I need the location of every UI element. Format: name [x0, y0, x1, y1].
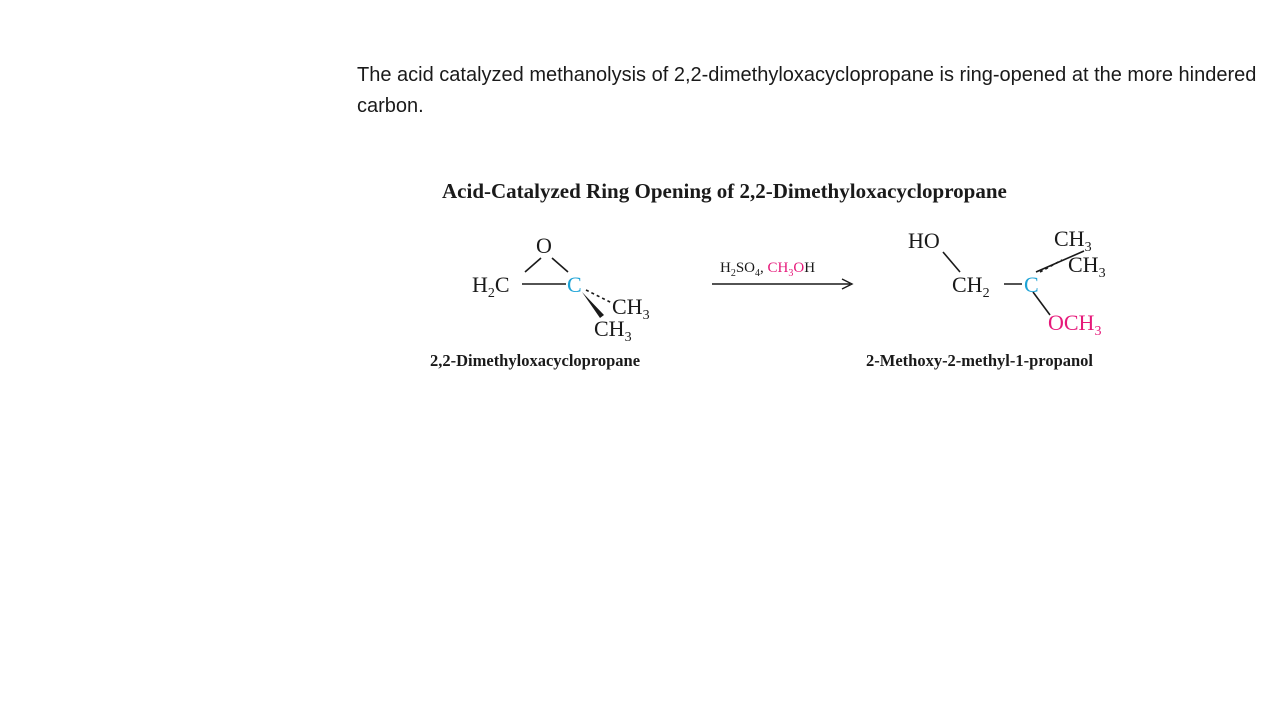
- reaction-conditions: $H_2SO_4$, $CH_3OH$: [720, 260, 816, 279]
- methylene-group: $CH_2$: [952, 272, 990, 301]
- methoxy-group: $OCH_3$: [1048, 310, 1102, 339]
- product-structure: [908, 226, 1106, 339]
- reactant-structure: [472, 233, 650, 345]
- scheme-title: Acid-Catalyzed Ring Opening of 2,2-Dimethyloxacyclopropane: [442, 179, 1007, 203]
- product-name: 2-Methoxy-2-methyl-1-propanol: [866, 351, 1094, 370]
- methyl-group-1: $CH_3$: [1054, 226, 1092, 255]
- reaction-arrow: [712, 279, 852, 289]
- quaternary-carbon: C: [567, 272, 582, 297]
- methyl-group-2: $CH_3$: [1068, 252, 1106, 281]
- bond-o-c: [552, 258, 568, 272]
- ring-ch2: $H_2C$: [472, 272, 510, 301]
- hydroxyl-group: HO: [908, 228, 940, 253]
- ring-oxygen: O: [536, 233, 552, 258]
- bond-ho-ch2: [943, 252, 960, 272]
- slide-caption: The acid catalyzed methanolysis of 2,2-dimethyloxacyclopropane is ring-opened at the more hindered carbon.: [357, 64, 1257, 117]
- reactant-name: 2,2-Dimethyloxacyclopropane: [430, 351, 641, 370]
- wedge-bond-methyl: [582, 292, 604, 318]
- methyl-group-1: $CH_3$: [612, 294, 650, 323]
- methyl-group-2: $CH_3$: [594, 316, 632, 345]
- bond-ch2-o: [525, 258, 541, 272]
- quaternary-carbon: C: [1024, 272, 1039, 297]
